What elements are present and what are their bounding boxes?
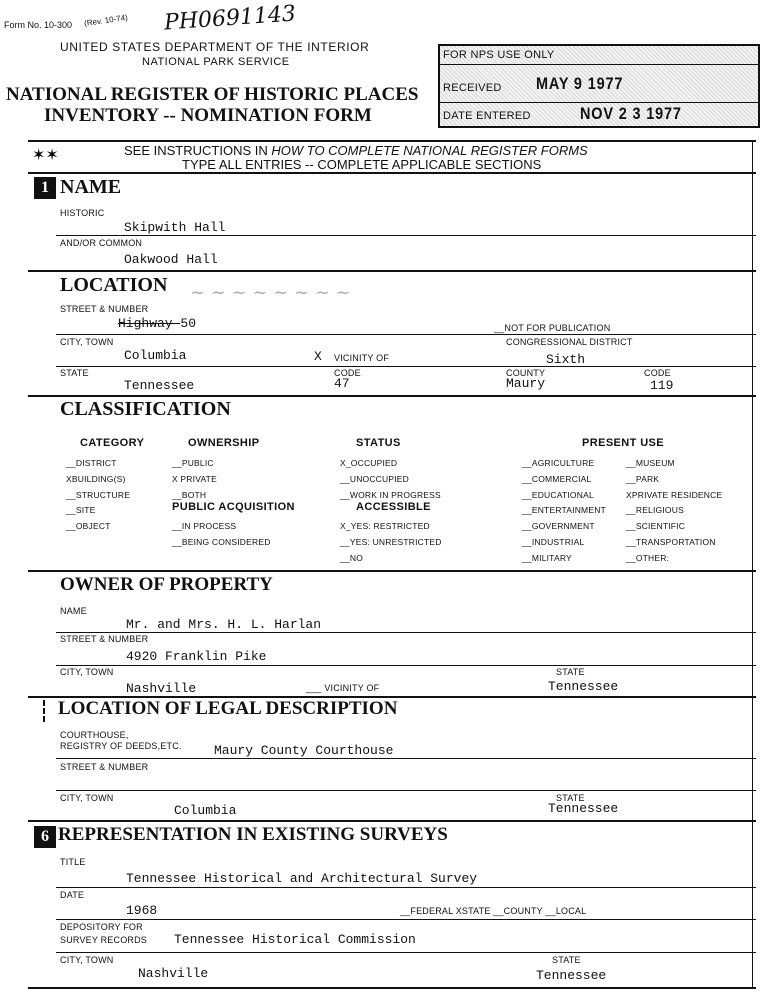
category-options: __DISTRICT XBUILDING(S) __STRUCTURE __SITE __OBJECT — [66, 458, 131, 532]
present-use-options-col1: __AGRICULTURE __COMMERCIAL __EDUCATIONAL __ENTERTAINMENT __GOVERNMENT __INDUSTRIAL __MILITARY — [522, 458, 606, 563]
common-name-value: Oakwood Hall — [124, 252, 218, 267]
owner-street-value: 4920 Franklin Pike — [126, 649, 267, 664]
historic-label: HISTORIC — [60, 208, 105, 218]
owner-state-label: STATE — [556, 667, 585, 677]
status-heading: STATUS — [356, 437, 401, 449]
survey-city-label: CITY, TOWN — [60, 955, 114, 965]
instructions-line2: TYPE ALL ENTRIES -- COMPLETE APPLICABLE SECTIONS — [182, 157, 542, 172]
form-title-line1: NATIONAL REGISTER OF HISTORIC PLACES — [6, 84, 419, 105]
section-title-classification: CLASSIFICATION — [60, 398, 231, 420]
section-title-location: LOCATION — [60, 274, 168, 296]
survey-level-options: __FEDERAL XSTATE __COUNTY __LOCAL — [400, 906, 587, 916]
public-acquisition-heading: PUBLIC ACQUISITION — [172, 501, 295, 513]
nps-use-only-box — [438, 44, 760, 128]
handwritten-reference-number: PH0691143 — [163, 1, 297, 36]
legal-city-value: Columbia — [174, 803, 237, 818]
depository-label-line1: DEPOSITORY FOR — [60, 922, 143, 932]
congressional-district-label: CONGRESSIONAL DISTRICT — [506, 337, 633, 347]
form-revision: (Rev. 10-74) — [83, 12, 129, 29]
status-options: X_OCCUPIED __UNOCCUPIED __WORK IN PROGRESS — [340, 458, 441, 500]
received-stamp: MAY 9 1977 — [536, 74, 624, 93]
survey-date-value: 1968 — [126, 903, 158, 918]
courthouse-label-line2: REGISTRY OF DEEDS,ETC. — [60, 741, 182, 751]
present-use-options-col2: __MUSEUM __PARK XPRIVATE RESIDENCE __RELIGIOUS __SCIENTIFIC __TRANSPORTATION __OTHER: — [626, 458, 723, 563]
owner-city-label: CITY, TOWN — [60, 667, 114, 677]
depository-value: Tennessee Historical Commission — [174, 932, 416, 947]
svg-text:✶✶: ✶✶ — [32, 146, 59, 164]
county-value: Maury — [506, 376, 546, 391]
ownership-heading: OWNERSHIP — [188, 437, 260, 449]
survey-date-label: DATE — [60, 890, 85, 900]
county-label: COUNTY — [506, 368, 546, 378]
common-name-label: AND/OR COMMON — [60, 238, 143, 248]
ownership-options: __PUBLIC X PRIVATE __BOTH — [172, 458, 217, 500]
section-number-1: 1 — [34, 177, 56, 199]
owner-name-value: Mr. and Mrs. H. L. Harlan — [126, 617, 322, 632]
accessible-options: X_YES: RESTRICTED __YES: UNRESTRICTED __NO — [340, 521, 442, 563]
section-title-name: NAME — [60, 176, 122, 198]
service-name: NATIONAL PARK SERVICE — [142, 56, 290, 68]
county-code-value: 119 — [650, 378, 674, 393]
survey-city-value: Nashville — [138, 966, 209, 981]
courthouse-label-line1: COURTHOUSE, — [60, 730, 129, 740]
star-mark-icon — [32, 146, 64, 164]
historic-name-value: Skipwith Hall — [124, 220, 226, 235]
state-value: Tennessee — [124, 378, 195, 393]
city-value: Columbia — [124, 348, 187, 363]
survey-state-value: Tennessee — [536, 968, 607, 983]
congressional-district-value: Sixth — [546, 352, 586, 367]
legal-state-label: STATE — [556, 793, 585, 803]
form-title-line2: INVENTORY -- NOMINATION FORM — [44, 105, 372, 126]
vicinity-checkmark: X — [314, 349, 322, 364]
survey-title-value: Tennessee Historical and Architectural Survey — [126, 871, 478, 886]
state-label: STATE — [60, 368, 89, 378]
county-code-label: CODE — [644, 368, 671, 378]
form-number: Form No. 10-300 — [4, 20, 73, 30]
owner-city-value: Nashville — [126, 681, 197, 696]
section-title-owner: OWNER OF PROPERTY — [60, 574, 273, 595]
city-town-label: CITY, TOWN — [60, 337, 114, 347]
legal-state-value: Tennessee — [548, 801, 619, 816]
section-title-legal-description: LOCATION OF LEGAL DESCRIPTION — [58, 698, 398, 719]
owner-street-label: STREET & NUMBER — [60, 634, 149, 644]
category-heading: CATEGORY — [80, 437, 145, 449]
depository-label-line2: SURVEY RECORDS — [60, 935, 147, 945]
courthouse-value: Maury County Courthouse — [214, 743, 394, 758]
legal-city-label: CITY, TOWN — [60, 793, 114, 803]
received-label: RECEIVED — [443, 82, 502, 94]
state-code-label: CODE — [334, 368, 361, 378]
survey-state-label: STATE — [552, 955, 581, 965]
owner-state-value: Tennessee — [548, 679, 619, 694]
state-code-value: 47 — [334, 376, 350, 391]
department-name: UNITED STATES DEPARTMENT OF THE INTERIOR — [60, 40, 370, 54]
date-entered-stamp: NOV 2 3 1977 — [580, 104, 682, 123]
vicinity-of-label: VICINITY OF — [334, 353, 390, 363]
street-value: Highway 50 — [118, 316, 197, 331]
owner-name-label: NAME — [60, 606, 87, 616]
owner-vicinity-label: ___ VICINITY OF — [306, 683, 380, 693]
public-acquisition-options: __IN PROCESS __BEING CONSIDERED — [172, 521, 271, 547]
date-entered-label: DATE ENTERED — [443, 110, 531, 122]
faint-handwriting: ~ ~ ~ ~ ~ ~ ~ ~ — [190, 282, 351, 303]
not-for-publication-option: __NOT FOR PUBLICATION — [494, 323, 611, 333]
present-use-heading: PRESENT USE — [582, 437, 665, 449]
section-title-surveys: REPRESENTATION IN EXISTING SURVEYS — [58, 824, 448, 845]
section-number-6: 6 — [34, 826, 56, 848]
nps-box-heading: FOR NPS USE ONLY — [443, 49, 555, 61]
accessible-heading: ACCESSIBLE — [356, 501, 431, 513]
instructions-line1: SEE INSTRUCTIONS IN HOW TO COMPLETE NATIONAL REGISTER FORMS — [124, 143, 588, 158]
survey-title-label: TITLE — [60, 857, 86, 867]
legal-street-label: STREET & NUMBER — [60, 762, 149, 772]
street-number-label: STREET & NUMBER — [60, 304, 149, 314]
